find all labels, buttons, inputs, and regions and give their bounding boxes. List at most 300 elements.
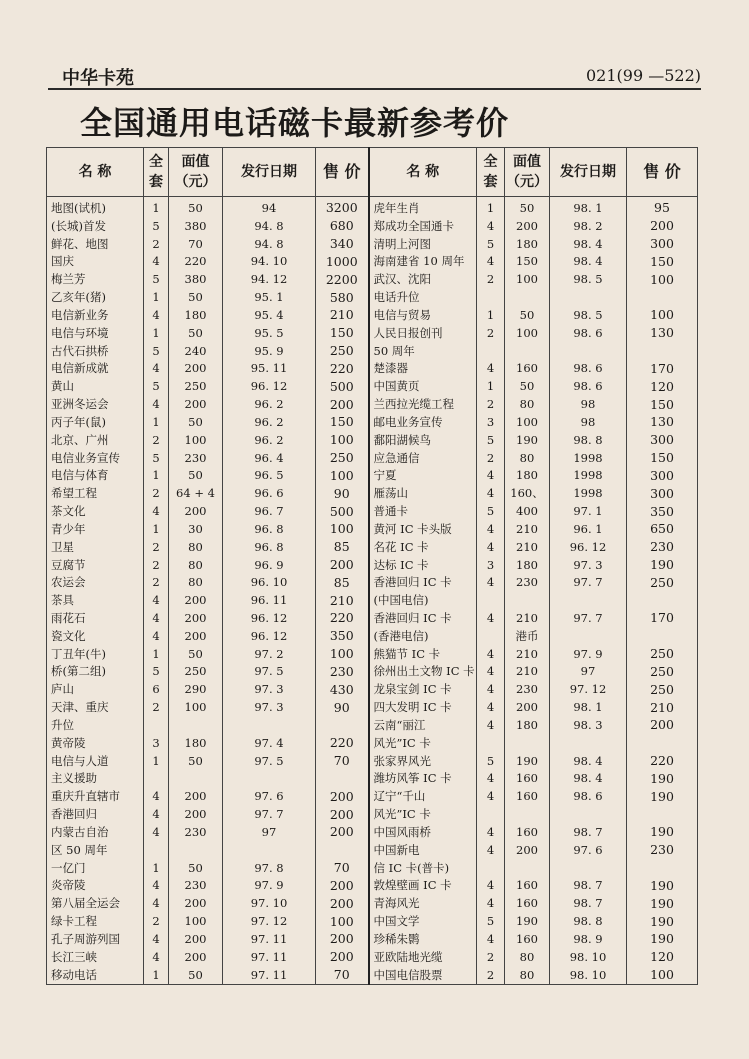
- card-name: 四大发明 IC 卡: [369, 698, 477, 716]
- face-value: 100: [505, 324, 550, 342]
- set-count: 5: [477, 431, 505, 449]
- set-count: 3: [477, 413, 505, 431]
- card-name: 鲜花、地图: [47, 235, 144, 253]
- set-count: [477, 342, 505, 360]
- set-count: 2: [477, 948, 505, 966]
- table-row: [47, 538, 698, 556]
- table-row: [47, 288, 698, 306]
- face-value: [505, 734, 550, 752]
- face-value: 160、: [505, 484, 550, 502]
- set-count: 5: [477, 235, 505, 253]
- price: 350: [316, 627, 369, 645]
- price: 100: [316, 645, 369, 663]
- set-count: 1: [477, 306, 505, 324]
- price: 150: [316, 413, 369, 431]
- set-count: 4: [477, 645, 505, 663]
- face-value: 200: [169, 805, 223, 823]
- issue-date: 98. 6: [550, 377, 627, 395]
- set-count: 4: [477, 573, 505, 591]
- card-name: 雨花石: [47, 609, 144, 627]
- issue-date: 98. 7: [550, 894, 627, 912]
- set-count: 4: [477, 663, 505, 681]
- header-price: 售 价: [316, 148, 369, 197]
- table-row: [47, 966, 698, 985]
- issue-date: 97. 12: [223, 912, 316, 930]
- set-count: 1: [144, 520, 169, 538]
- face-value: 200: [169, 395, 223, 413]
- issue-date: 98. 7: [550, 877, 627, 895]
- issue-date: [223, 841, 316, 859]
- issue-date: 98. 4: [550, 770, 627, 788]
- table-row: [47, 859, 698, 877]
- price: 1000: [316, 253, 369, 271]
- table-row: [47, 645, 698, 663]
- issue-date: 96. 11: [223, 591, 316, 609]
- card-name: 电信新业务: [47, 306, 144, 324]
- card-name: 内蒙古自治: [47, 823, 144, 841]
- price: [316, 770, 369, 788]
- table-row: [47, 431, 698, 449]
- issue-date: 94. 12: [223, 270, 316, 288]
- issue-date: 96. 12: [550, 538, 627, 556]
- issue-date: 96. 12: [223, 609, 316, 627]
- card-name: (香港电信): [369, 627, 477, 645]
- card-name: 卫星: [47, 538, 144, 556]
- card-name: 黄帝陵: [47, 734, 144, 752]
- card-name: 地图(试机): [47, 197, 144, 217]
- price: 500: [316, 502, 369, 520]
- price: 150: [627, 449, 698, 467]
- price: 2200: [316, 270, 369, 288]
- issue-date: 97. 11: [223, 930, 316, 948]
- set-count: 5: [144, 663, 169, 681]
- set-count: [144, 770, 169, 788]
- table-row: [47, 197, 698, 217]
- card-name: 茶具: [47, 591, 144, 609]
- face-value: 80: [169, 538, 223, 556]
- price: [627, 591, 698, 609]
- card-name: 丙子年(鼠): [47, 413, 144, 431]
- table-row: [47, 663, 698, 681]
- table-row: [47, 377, 698, 395]
- face-value: 80: [505, 966, 550, 985]
- set-count: 3: [477, 556, 505, 574]
- set-count: 4: [477, 520, 505, 538]
- set-count: 4: [477, 484, 505, 502]
- card-name: 徐州出土文物 IC 卡: [369, 663, 477, 681]
- card-name: 武汉、沈阳: [369, 270, 477, 288]
- set-count: 4: [477, 877, 505, 895]
- issue-date: 96. 4: [223, 449, 316, 467]
- card-name: 瓷文化: [47, 627, 144, 645]
- issue-date: 95. 5: [223, 324, 316, 342]
- face-value: 80: [169, 556, 223, 574]
- card-name: 天津、重庆: [47, 698, 144, 716]
- issue-date: 96. 5: [223, 466, 316, 484]
- table-row: [47, 823, 698, 841]
- price: 200: [316, 556, 369, 574]
- price: 100: [316, 431, 369, 449]
- card-name: 主义援助: [47, 770, 144, 788]
- face-value: 200: [169, 930, 223, 948]
- issue-date: 98. 8: [550, 431, 627, 449]
- card-name: 宁夏: [369, 466, 477, 484]
- table-row: [47, 877, 698, 895]
- header-issue-date: 发行日期: [223, 148, 316, 197]
- price: [316, 716, 369, 734]
- price: 85: [316, 538, 369, 556]
- issue-date: 98. 4: [550, 752, 627, 770]
- table-row: [47, 591, 698, 609]
- header-issue-date: 发行日期: [550, 148, 627, 197]
- price: 190: [627, 894, 698, 912]
- issue-date: 97. 10: [223, 894, 316, 912]
- price: 580: [316, 288, 369, 306]
- face-value: 50: [169, 752, 223, 770]
- set-count: 4: [477, 253, 505, 271]
- card-name: 海南建省 10 周年: [369, 253, 477, 271]
- card-name: 云南“丽江: [369, 716, 477, 734]
- face-value: 50: [505, 306, 550, 324]
- card-name: 黄河 IC 卡头版: [369, 520, 477, 538]
- face-value: 150: [505, 253, 550, 271]
- set-count: 4: [477, 359, 505, 377]
- card-name: 珍稀朱鹮: [369, 930, 477, 948]
- face-value: 240: [169, 342, 223, 360]
- set-count: 4: [144, 823, 169, 841]
- set-count: 5: [144, 270, 169, 288]
- price: 150: [627, 395, 698, 413]
- issue-date: 96. 12: [223, 627, 316, 645]
- price: 210: [316, 306, 369, 324]
- set-count: 4: [477, 930, 505, 948]
- table-row: [47, 841, 698, 859]
- issue-date: 97. 5: [223, 663, 316, 681]
- issue-date: 98. 10: [550, 948, 627, 966]
- card-name: 应急通信: [369, 449, 477, 467]
- table-row: [47, 894, 698, 912]
- price: 100: [316, 520, 369, 538]
- issue-date: [550, 627, 627, 645]
- card-name: 中国新电: [369, 841, 477, 859]
- issue-date: [550, 591, 627, 609]
- card-name: 青少年: [47, 520, 144, 538]
- face-value: 200: [169, 627, 223, 645]
- issue-date: 96. 2: [223, 431, 316, 449]
- card-name: 鄱阳湖候鸟: [369, 431, 477, 449]
- price: 190: [627, 823, 698, 841]
- card-name: 兰西拉光缆工程: [369, 395, 477, 413]
- card-name: 电信与环境: [47, 324, 144, 342]
- price: 90: [316, 698, 369, 716]
- issue-date: 98. 4: [550, 235, 627, 253]
- card-name: (中国电信): [369, 591, 477, 609]
- set-count: 1: [144, 752, 169, 770]
- set-count: 1: [144, 197, 169, 217]
- set-count: 4: [144, 805, 169, 823]
- set-count: 1: [477, 377, 505, 395]
- face-value: 160: [505, 894, 550, 912]
- price: 100: [627, 270, 698, 288]
- table-row: [47, 449, 698, 467]
- header-name: 名 称: [369, 148, 477, 197]
- price: 3200: [316, 197, 369, 217]
- price: 170: [627, 359, 698, 377]
- face-value: 50: [169, 466, 223, 484]
- issue-date: 98: [550, 395, 627, 413]
- card-name: 亚欧陆地光缆: [369, 948, 477, 966]
- face-value: 290: [169, 680, 223, 698]
- table-row: [47, 609, 698, 627]
- card-name: 普通卡: [369, 502, 477, 520]
- price: 200: [316, 894, 369, 912]
- price: 100: [627, 966, 698, 985]
- face-value: 210: [505, 538, 550, 556]
- table-row: [47, 359, 698, 377]
- price: 100: [627, 306, 698, 324]
- price: 350: [627, 502, 698, 520]
- card-name: 香港回归 IC 卡: [369, 609, 477, 627]
- card-name: 升位: [47, 716, 144, 734]
- table-row: [47, 787, 698, 805]
- issue-date: 97. 3: [223, 698, 316, 716]
- table-row: [47, 734, 698, 752]
- table-row: [47, 752, 698, 770]
- price: 300: [627, 466, 698, 484]
- set-count: 4: [144, 359, 169, 377]
- price: 150: [627, 253, 698, 271]
- price: 95: [627, 197, 698, 217]
- set-count: 1: [477, 197, 505, 217]
- face-value: 180: [505, 235, 550, 253]
- issue-date: 97. 12: [550, 680, 627, 698]
- issue-date: [550, 342, 627, 360]
- table-row: [47, 270, 698, 288]
- price: [316, 841, 369, 859]
- card-name: 雁荡山: [369, 484, 477, 502]
- card-name: 第八届全运会: [47, 894, 144, 912]
- price: 220: [316, 359, 369, 377]
- face-value: 180: [505, 716, 550, 734]
- card-name: 乙亥年(猪): [47, 288, 144, 306]
- price: 100: [316, 912, 369, 930]
- issue-date: 98. 2: [550, 217, 627, 235]
- card-name: 国庆: [47, 253, 144, 271]
- face-value: 160: [505, 770, 550, 788]
- header-set: 全套: [144, 148, 169, 197]
- card-name: 中国电信股票: [369, 966, 477, 985]
- card-name: 风光”IC 卡: [369, 805, 477, 823]
- face-value: 200: [169, 591, 223, 609]
- price: 230: [316, 663, 369, 681]
- price: 70: [316, 859, 369, 877]
- card-name: 炎帝陵: [47, 877, 144, 895]
- price: 200: [316, 395, 369, 413]
- set-count: [477, 805, 505, 823]
- price: 250: [316, 449, 369, 467]
- set-count: 4: [477, 894, 505, 912]
- issue-date: 96. 6: [223, 484, 316, 502]
- face-value: 80: [505, 948, 550, 966]
- card-name: 香港回归: [47, 805, 144, 823]
- issue-date: 97. 1: [550, 502, 627, 520]
- card-name: 清明上河图: [369, 235, 477, 253]
- issue-date: 98. 4: [550, 253, 627, 271]
- set-count: [477, 591, 505, 609]
- face-value: 64 + 4: [169, 484, 223, 502]
- price: 210: [627, 698, 698, 716]
- face-value: 190: [505, 431, 550, 449]
- card-name: (长城)首发: [47, 217, 144, 235]
- price: 170: [627, 609, 698, 627]
- issue-date: 98. 6: [550, 787, 627, 805]
- set-count: 2: [144, 698, 169, 716]
- card-name: 电信与贸易: [369, 306, 477, 324]
- issue-date: [550, 734, 627, 752]
- issue-date: 96. 2: [223, 395, 316, 413]
- issue-date: 95. 4: [223, 306, 316, 324]
- card-name: 北京、广州: [47, 431, 144, 449]
- set-count: [477, 734, 505, 752]
- issue-date: 96. 8: [223, 538, 316, 556]
- face-value: 380: [169, 217, 223, 235]
- set-count: 2: [144, 431, 169, 449]
- face-value: 230: [505, 573, 550, 591]
- header-name: 名 称: [47, 148, 144, 197]
- set-count: 2: [144, 538, 169, 556]
- price: 300: [627, 235, 698, 253]
- card-name: 中国黄页: [369, 377, 477, 395]
- set-count: [144, 716, 169, 734]
- set-count: [144, 841, 169, 859]
- face-value: 160: [505, 930, 550, 948]
- table-row: [47, 306, 698, 324]
- price: 190: [627, 912, 698, 930]
- card-name: 黄山: [47, 377, 144, 395]
- set-count: 4: [477, 787, 505, 805]
- issue-date: 98. 6: [550, 359, 627, 377]
- issue-date: 97. 5: [223, 752, 316, 770]
- set-count: 4: [477, 823, 505, 841]
- card-name: 名花 IC 卡: [369, 538, 477, 556]
- issue-date: [550, 859, 627, 877]
- issue-date: 97. 7: [223, 805, 316, 823]
- price: 130: [627, 413, 698, 431]
- issue-date: 98. 5: [550, 270, 627, 288]
- face-value: 200: [169, 609, 223, 627]
- price: [627, 734, 698, 752]
- table-row: [47, 253, 698, 271]
- card-name: 电话升位: [369, 288, 477, 306]
- set-count: [477, 859, 505, 877]
- price: 85: [316, 573, 369, 591]
- set-count: 4: [144, 609, 169, 627]
- issue-date: 98. 1: [550, 698, 627, 716]
- face-value: 50: [169, 859, 223, 877]
- face-value: 50: [505, 197, 550, 217]
- face-value: 港币: [505, 627, 550, 645]
- issue-date: 97. 11: [223, 948, 316, 966]
- face-value: 180: [505, 556, 550, 574]
- issue-date: 97. 11: [223, 966, 316, 985]
- set-count: 4: [477, 698, 505, 716]
- set-count: 2: [477, 270, 505, 288]
- column-name: 中华卡苑: [62, 68, 134, 89]
- issue-date: 94: [223, 197, 316, 217]
- card-name: 50 周年: [369, 342, 477, 360]
- issue-date: 98. 8: [550, 912, 627, 930]
- page-header: [48, 64, 701, 90]
- price: 250: [316, 342, 369, 360]
- price: 130: [627, 324, 698, 342]
- face-value: 80: [505, 449, 550, 467]
- face-value: 190: [505, 752, 550, 770]
- set-count: 2: [144, 484, 169, 502]
- set-count: 2: [477, 449, 505, 467]
- price: 210: [316, 591, 369, 609]
- card-name: 人民日报创刊: [369, 324, 477, 342]
- issue-date: 95. 9: [223, 342, 316, 360]
- set-count: 2: [144, 573, 169, 591]
- set-count: 4: [477, 217, 505, 235]
- face-value: 210: [505, 520, 550, 538]
- set-count: 1: [144, 288, 169, 306]
- issue-date: [550, 805, 627, 823]
- card-name: 绿卡工程: [47, 912, 144, 930]
- issue-date: 97. 6: [550, 841, 627, 859]
- face-value: 380: [169, 270, 223, 288]
- face-value: 200: [169, 359, 223, 377]
- issue-date: 97. 9: [550, 645, 627, 663]
- set-count: 1: [144, 466, 169, 484]
- set-count: 1: [144, 966, 169, 985]
- table-row: [47, 805, 698, 823]
- issue-date: 97. 3: [223, 680, 316, 698]
- price: [627, 288, 698, 306]
- set-count: 2: [477, 395, 505, 413]
- price: 200: [627, 217, 698, 235]
- set-count: 4: [477, 609, 505, 627]
- issue-date: 96. 12: [223, 377, 316, 395]
- price: 300: [627, 431, 698, 449]
- set-count: 2: [477, 324, 505, 342]
- card-name: 区 50 周年: [47, 841, 144, 859]
- price: 220: [627, 752, 698, 770]
- table-row: [47, 912, 698, 930]
- price-table: [46, 147, 698, 985]
- face-value: 200: [169, 787, 223, 805]
- price: 340: [316, 235, 369, 253]
- set-count: 5: [144, 449, 169, 467]
- face-value: 80: [169, 573, 223, 591]
- card-name: 风光”IC 卡: [369, 734, 477, 752]
- price: 190: [627, 556, 698, 574]
- card-name: 青海风光: [369, 894, 477, 912]
- card-name: 茶文化: [47, 502, 144, 520]
- price: 230: [627, 841, 698, 859]
- table-row: [47, 502, 698, 520]
- set-count: 5: [477, 912, 505, 930]
- table-row: [47, 520, 698, 538]
- set-count: 4: [144, 395, 169, 413]
- issue-date: 98. 1: [550, 197, 627, 217]
- card-name: 梅兰芳: [47, 270, 144, 288]
- price: 200: [316, 823, 369, 841]
- card-name: 庐山: [47, 680, 144, 698]
- issue-date: 97: [550, 663, 627, 681]
- face-value: 210: [505, 663, 550, 681]
- header-face-value: 面值（元）: [505, 148, 550, 197]
